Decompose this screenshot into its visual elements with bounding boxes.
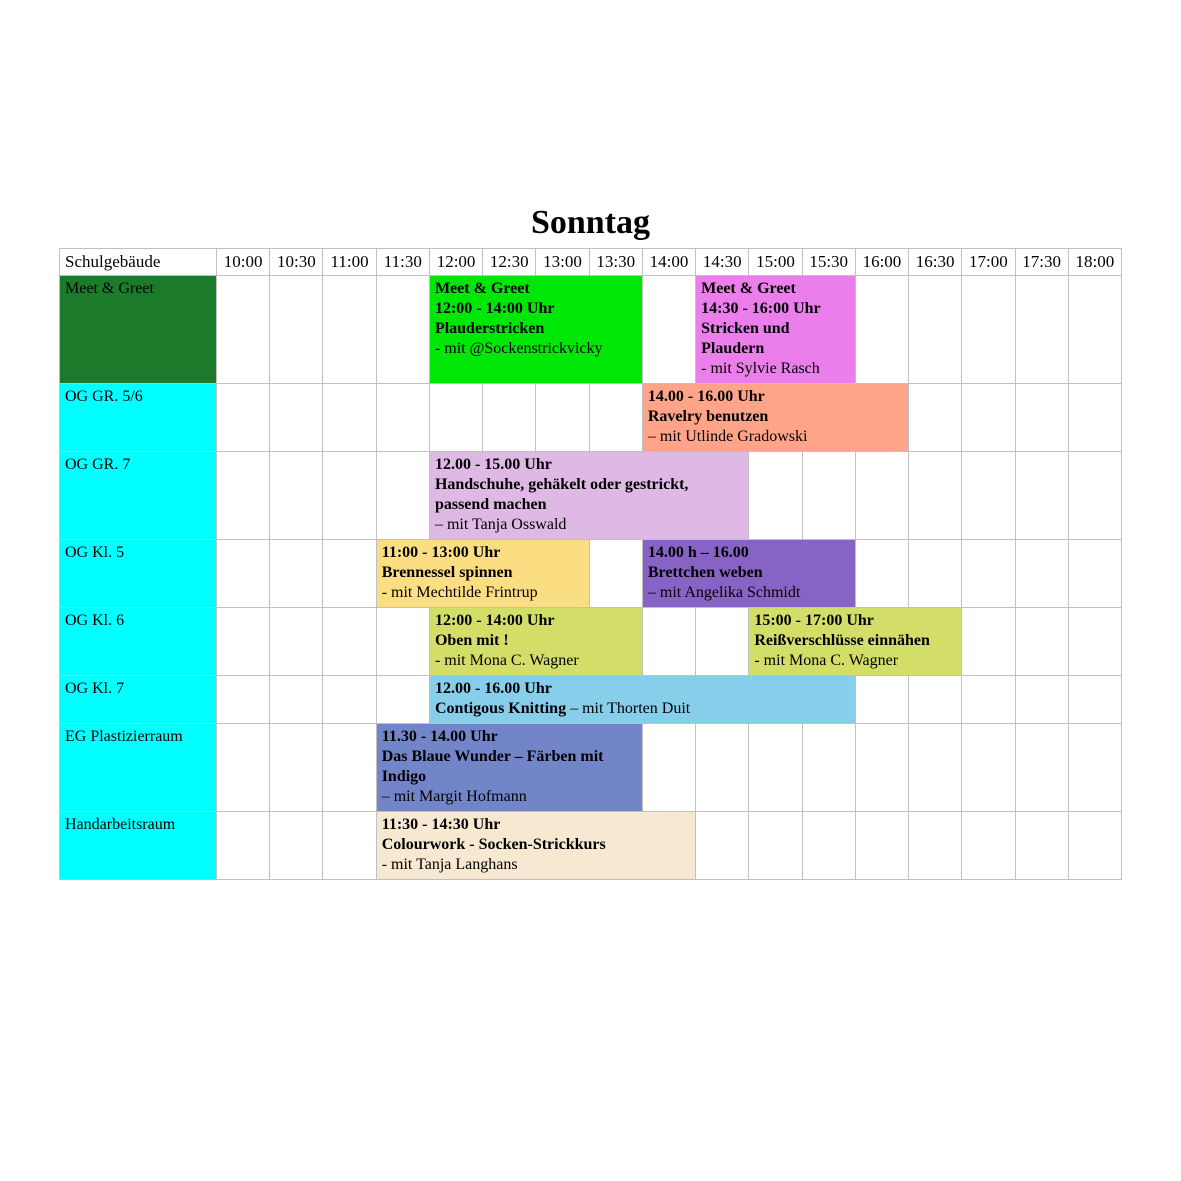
grid-cell — [909, 676, 962, 724]
event-block — [430, 452, 749, 540]
grid-cell — [749, 812, 802, 880]
grid-cell — [270, 608, 323, 676]
event-text-line: 11.30 - 14.00 Uhr — [381, 728, 498, 745]
grid-cell — [590, 540, 643, 608]
grid-cell — [536, 384, 589, 452]
grid-cell — [962, 724, 1015, 812]
header-time-cell: 15:30 — [803, 249, 856, 276]
grid-cell — [270, 676, 323, 724]
header-time-cell: 17:30 — [1016, 249, 1069, 276]
grid-cell — [696, 812, 749, 880]
schedule-grid — [59, 248, 1122, 880]
grid-cell — [377, 452, 430, 540]
header-time-cell: 16:00 — [856, 249, 909, 276]
grid-cell — [962, 812, 1015, 880]
grid-cell — [323, 608, 376, 676]
grid-cell — [323, 676, 376, 724]
grid-cell — [696, 608, 749, 676]
event-text-line: – mit Utlinde Gradowski — [647, 428, 808, 445]
grid-cell — [1016, 608, 1069, 676]
event-text-line: - mit Mona C. Wagner — [754, 652, 899, 669]
event-block — [749, 608, 962, 676]
grid-cell — [909, 724, 962, 812]
event-text-line: 12:00 - 14:00 Uhr — [434, 612, 555, 629]
header-time-cell: 17:00 — [962, 249, 1015, 276]
grid-cell — [962, 608, 1015, 676]
event-text-line: Meet & Greet — [701, 280, 796, 297]
grid-cell — [323, 452, 376, 540]
event-text-line: Brettchen weben — [647, 564, 763, 581]
grid-cell — [1016, 676, 1069, 724]
grid-cell — [1069, 608, 1122, 676]
room-label: OG Kl. 6 — [60, 608, 217, 676]
page-title: Sonntag — [530, 204, 651, 241]
event-text-line: 14.00 h – 16.00 — [647, 544, 749, 561]
grid-cell — [1016, 540, 1069, 608]
grid-cell — [803, 812, 856, 880]
event-block — [643, 540, 856, 608]
grid-cell — [323, 540, 376, 608]
room-label: OG Kl. 7 — [60, 676, 217, 724]
event-text-line: - mit @Sockenstrickvicky — [434, 340, 603, 357]
grid-cell — [856, 812, 909, 880]
header-time-cell: 10:30 — [270, 249, 323, 276]
grid-cell — [323, 812, 376, 880]
grid-cell — [217, 452, 270, 540]
grid-cell — [643, 724, 696, 812]
event-text-line: Plauderstricken — [434, 320, 545, 337]
grid-cell — [856, 676, 909, 724]
event-text-line: - mit Mona C. Wagner — [434, 652, 579, 669]
header-time-cell: 13:00 — [536, 249, 589, 276]
grid-cell — [590, 384, 643, 452]
event-text-line: - mit Tanja Langhans — [381, 856, 518, 873]
event-text-line: Brennessel spinnen — [381, 564, 513, 581]
grid-cell — [217, 384, 270, 452]
grid-cell — [1069, 384, 1122, 452]
event-text-line: 12.00 - 15.00 Uhr — [434, 456, 552, 473]
header-time-cell: 11:00 — [323, 249, 376, 276]
grid-cell — [962, 384, 1015, 452]
room-label: OG GR. 5/6 — [60, 384, 217, 452]
event-text-line: 14:30 - 16:00 Uhr — [701, 300, 821, 317]
grid-cell — [1069, 724, 1122, 812]
grid-cell — [962, 540, 1015, 608]
grid-cell — [1069, 676, 1122, 724]
event-text-line: Colourwork - Socken-Strickkurs — [381, 836, 606, 853]
grid-cell — [270, 540, 323, 608]
event-block — [430, 676, 856, 724]
event-text-line: Meet & Greet — [434, 280, 530, 297]
grid-cell — [962, 276, 1015, 384]
grid-cell — [377, 676, 430, 724]
grid-cell — [323, 384, 376, 452]
grid-cell — [323, 276, 376, 384]
event-text-line: – mit Tanja Osswald — [434, 516, 567, 533]
event-text-line: Handschuhe, gehäkelt oder gestrickt, passend machen — [434, 476, 689, 513]
header-time-cell: 14:30 — [696, 249, 749, 276]
grid-cell — [749, 724, 802, 812]
header-time-cell: 10:00 — [217, 249, 270, 276]
event-text-line: Reißverschlüsse einnähen — [754, 632, 930, 649]
header-time-cell: 13:30 — [590, 249, 643, 276]
grid-cell — [1069, 276, 1122, 384]
grid-cell — [217, 812, 270, 880]
event-block — [643, 384, 909, 452]
event-text-line: 15:00 - 17:00 Uhr — [754, 612, 874, 629]
grid-cell — [270, 812, 323, 880]
grid-cell — [217, 608, 270, 676]
grid-cell — [856, 724, 909, 812]
grid-cell — [856, 276, 909, 384]
grid-cell — [643, 276, 696, 384]
event-block — [377, 724, 643, 812]
grid-cell — [856, 540, 909, 608]
grid-cell — [270, 384, 323, 452]
grid-cell — [962, 676, 1015, 724]
header-time-cell: 12:00 — [430, 249, 483, 276]
grid-cell — [643, 608, 696, 676]
header-time-cell: 18:00 — [1069, 249, 1122, 276]
grid-cell — [217, 676, 270, 724]
grid-cell — [909, 276, 962, 384]
header-time-cell: 16:30 — [909, 249, 962, 276]
grid-cell — [909, 384, 962, 452]
room-label: Handarbeitsraum — [60, 812, 217, 880]
header-time-cell: 15:00 — [749, 249, 802, 276]
grid-cell — [1016, 812, 1069, 880]
grid-cell — [856, 452, 909, 540]
grid-cell — [909, 540, 962, 608]
header-time-cell: 14:00 — [643, 249, 696, 276]
grid-cell — [803, 452, 856, 540]
grid-cell — [962, 452, 1015, 540]
grid-cell — [1069, 452, 1122, 540]
room-label: Meet & Greet — [60, 276, 217, 384]
grid-cell — [1069, 540, 1122, 608]
grid-cell — [377, 608, 430, 676]
event-block — [377, 812, 696, 880]
event-text-line: – mit Angelika Schmidt — [647, 584, 801, 601]
grid-cell — [323, 724, 376, 812]
event-text-line: 12.00 - 16.00 Uhr — [434, 680, 552, 697]
grid-cell — [377, 276, 430, 384]
header-time-cell: 12:30 — [483, 249, 536, 276]
grid-cell — [217, 276, 270, 384]
grid-cell — [377, 384, 430, 452]
grid-cell — [1016, 452, 1069, 540]
grid-cell — [217, 540, 270, 608]
event-text-line: Oben mit ! — [434, 632, 509, 649]
grid-cell — [749, 452, 802, 540]
grid-cell — [270, 276, 323, 384]
grid-cell — [430, 384, 483, 452]
event-text-line: Stricken und Plaudern — [701, 320, 790, 357]
grid-cell — [1016, 384, 1069, 452]
event-text-line: 11:30 - 14:30 Uhr — [381, 816, 501, 833]
event-block — [377, 540, 590, 608]
grid-cell — [1069, 812, 1122, 880]
room-label: OG Kl. 5 — [60, 540, 217, 608]
grid-cell — [1016, 276, 1069, 384]
event-text-line: Das Blaue Wunder – Färben mit Indigo — [381, 748, 604, 785]
grid-cell — [270, 452, 323, 540]
event-text-line: - mit Mechtilde Frintrup — [381, 584, 538, 601]
event-text-line: – mit Margit Hofmann — [381, 788, 527, 805]
event-text-line: - mit Sylvie Rasch — [701, 360, 820, 377]
grid-cell — [270, 724, 323, 812]
room-label: EG Plastizierraum — [60, 724, 217, 812]
grid-cell — [803, 724, 856, 812]
grid-cell — [1016, 724, 1069, 812]
grid-cell — [909, 812, 962, 880]
grid-cell — [217, 724, 270, 812]
event-text-line: 11:00 - 13:00 Uhr — [381, 544, 501, 561]
event-text-line: Contigous Knitting – mit Thorten Duit — [434, 700, 691, 717]
event-text-line: 12:00 - 14:00 Uhr — [434, 300, 555, 317]
event-block — [430, 276, 643, 384]
event-text-line: 14.00 - 16.00 Uhr — [647, 388, 765, 405]
header-time-cell: 11:30 — [377, 249, 430, 276]
event-block — [696, 276, 856, 384]
grid-cell — [909, 452, 962, 540]
grid-cell — [483, 384, 536, 452]
grid-cell — [696, 724, 749, 812]
event-text-line: Ravelry benutzen — [647, 408, 769, 425]
corner-room-column-label: Schulgebäude — [60, 249, 217, 276]
event-block — [430, 608, 643, 676]
room-label: OG GR. 7 — [60, 452, 217, 540]
